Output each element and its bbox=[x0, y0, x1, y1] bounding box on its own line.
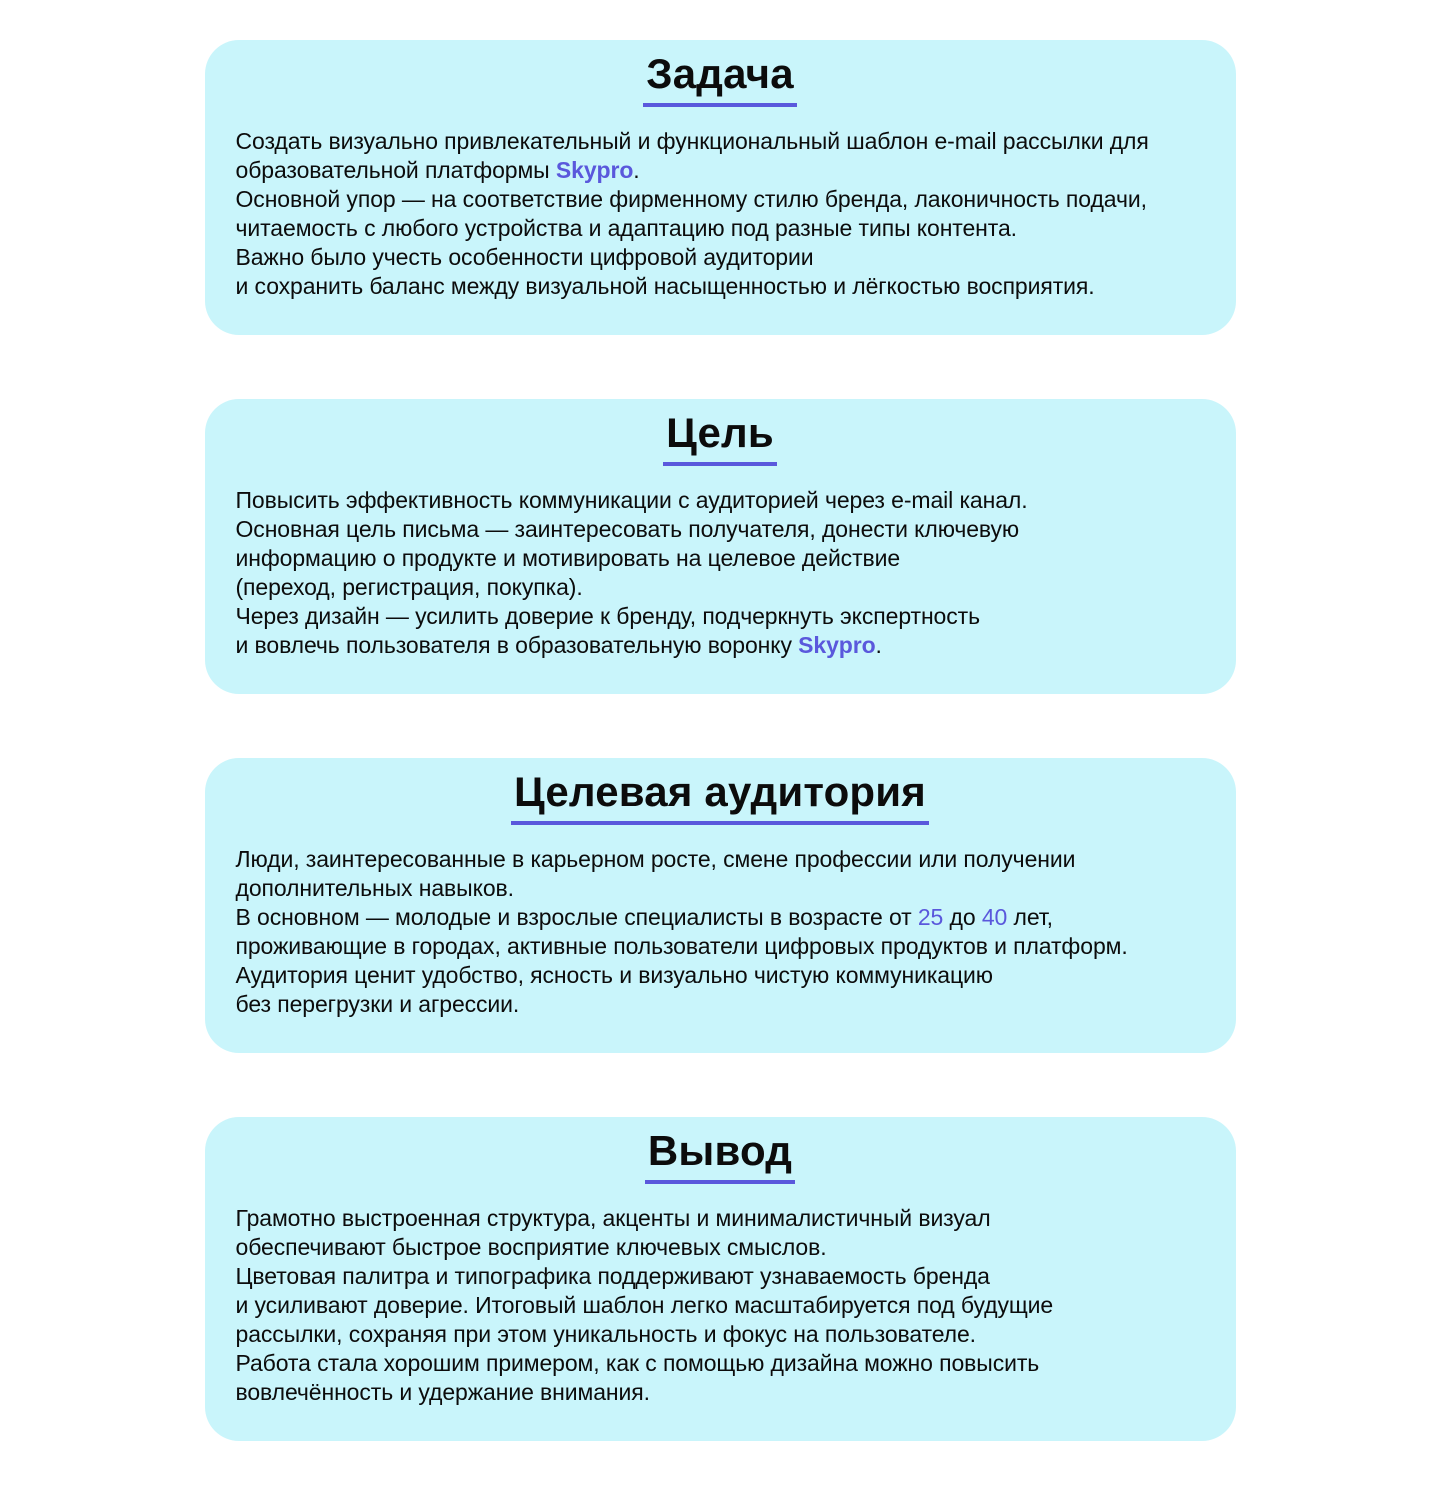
text-segment: (переход, регистрация, покупка). bbox=[235, 574, 583, 600]
text-line bbox=[236, 1204, 1205, 1233]
card-body bbox=[236, 486, 1205, 660]
card-conclusion bbox=[205, 1117, 1236, 1441]
text-line bbox=[236, 874, 1205, 903]
card-title-wrap bbox=[236, 409, 1205, 466]
text-segment: Работа стала хорошим примером, как с помощью дизайна можно повысить bbox=[235, 1350, 1040, 1376]
text-segment: Повысить эффективность коммуникации с аудиторией через e-mail канал. bbox=[235, 487, 1028, 513]
text-segment: лет, bbox=[1007, 904, 1053, 930]
text-segment: В основном — молодые и взрослые специалисты в возрасте от bbox=[235, 904, 918, 930]
text-line bbox=[236, 272, 1205, 301]
text-segment: . bbox=[875, 632, 882, 658]
text-line bbox=[236, 903, 1205, 932]
card-title: Задача bbox=[643, 50, 797, 107]
text-segment: Основная цель письма — заинтересовать получателя, донести ключевую bbox=[235, 516, 1020, 542]
card-body bbox=[236, 845, 1205, 1019]
text-line bbox=[236, 1378, 1205, 1407]
text-segment: Аудитория ценит удобство, ясность и визуально чистую коммуникацию bbox=[235, 962, 993, 988]
card-title: Цель bbox=[663, 409, 777, 466]
text-line bbox=[236, 1291, 1205, 1320]
text-segment: информацию о продукте и мотивировать на целевое действие bbox=[235, 545, 901, 571]
card-goal bbox=[205, 399, 1236, 694]
text-line bbox=[236, 845, 1205, 874]
text-segment: Через дизайн — усилить доверие к бренду, подчеркнуть экспертность bbox=[235, 603, 980, 629]
text-segment: Цветовая палитра и типографика поддерживают узнаваемость бренда bbox=[235, 1263, 990, 1289]
text-segment: без перегрузки и агрессии. bbox=[235, 991, 520, 1017]
text-line bbox=[236, 486, 1205, 515]
text-line bbox=[236, 185, 1205, 214]
card-audience bbox=[205, 758, 1236, 1053]
accent-text: Skypro bbox=[555, 157, 634, 183]
card-task bbox=[205, 40, 1236, 335]
text-segment: и сохранить баланс между визуальной насыщенностью и лёгкостью восприятия. bbox=[235, 273, 1095, 299]
text-line bbox=[236, 990, 1205, 1019]
text-line bbox=[236, 573, 1205, 602]
text-segment: Люди, заинтересованные в карьерном росте, смене профессии или получении bbox=[235, 846, 1076, 872]
text-segment: рассылки, сохраняя при этом уникальность и фокус на пользователе. bbox=[235, 1321, 976, 1347]
text-line bbox=[236, 127, 1205, 156]
text-line bbox=[236, 1233, 1205, 1262]
text-line bbox=[236, 515, 1205, 544]
text-line bbox=[236, 631, 1205, 660]
case-cards bbox=[0, 40, 1440, 1441]
text-line bbox=[236, 1349, 1205, 1378]
accent-text: 40 bbox=[981, 904, 1008, 930]
text-segment: образовательной платформы bbox=[235, 157, 556, 183]
text-line bbox=[236, 544, 1205, 573]
text-line bbox=[236, 1262, 1205, 1291]
text-segment: до bbox=[943, 904, 982, 930]
text-segment: Основной упор — на соответствие фирменному стилю бренда, лаконичность подачи, bbox=[235, 186, 1147, 212]
text-line bbox=[236, 214, 1205, 243]
text-segment: Создать визуально привлекательный и функциональный шаблон e-mail рассылки для bbox=[235, 128, 1149, 154]
accent-text: Skypro bbox=[798, 632, 876, 658]
text-segment: дополнительных навыков. bbox=[235, 875, 514, 901]
accent-text: 25 bbox=[917, 904, 944, 930]
text-segment: читаемость с любого устройства и адаптацию под разные типы контента. bbox=[235, 215, 1017, 241]
card-title-wrap bbox=[236, 1127, 1205, 1184]
text-segment: Грамотно выстроенная структура, акценты и минималистичный визуал bbox=[235, 1205, 991, 1231]
text-segment: проживающие в городах, активные пользователи цифровых продуктов и платформ. bbox=[235, 933, 1128, 959]
text-segment: и усиливают доверие. Итоговый шаблон легко масштабируется под будущие bbox=[235, 1292, 1054, 1318]
text-segment: Важно было учесть особенности цифровой аудитории bbox=[235, 244, 814, 270]
card-body bbox=[236, 1204, 1205, 1407]
text-segment: вовлечённость и удержание внимания. bbox=[235, 1379, 650, 1405]
text-line bbox=[236, 243, 1205, 272]
text-segment: обеспечивают быстрое восприятие ключевых смыслов. bbox=[235, 1234, 827, 1260]
text-segment: и вовлечь пользователя в образовательную воронку bbox=[235, 632, 799, 658]
text-line bbox=[236, 932, 1205, 961]
text-line bbox=[236, 156, 1205, 185]
text-segment: . bbox=[633, 157, 640, 183]
text-line bbox=[236, 961, 1205, 990]
text-line bbox=[236, 1320, 1205, 1349]
card-title: Целевая аудитория bbox=[511, 768, 929, 825]
card-title-wrap bbox=[236, 50, 1205, 107]
text-line bbox=[236, 602, 1205, 631]
card-body bbox=[236, 127, 1205, 301]
card-title-wrap bbox=[236, 768, 1205, 825]
card-title: Вывод bbox=[645, 1127, 795, 1184]
